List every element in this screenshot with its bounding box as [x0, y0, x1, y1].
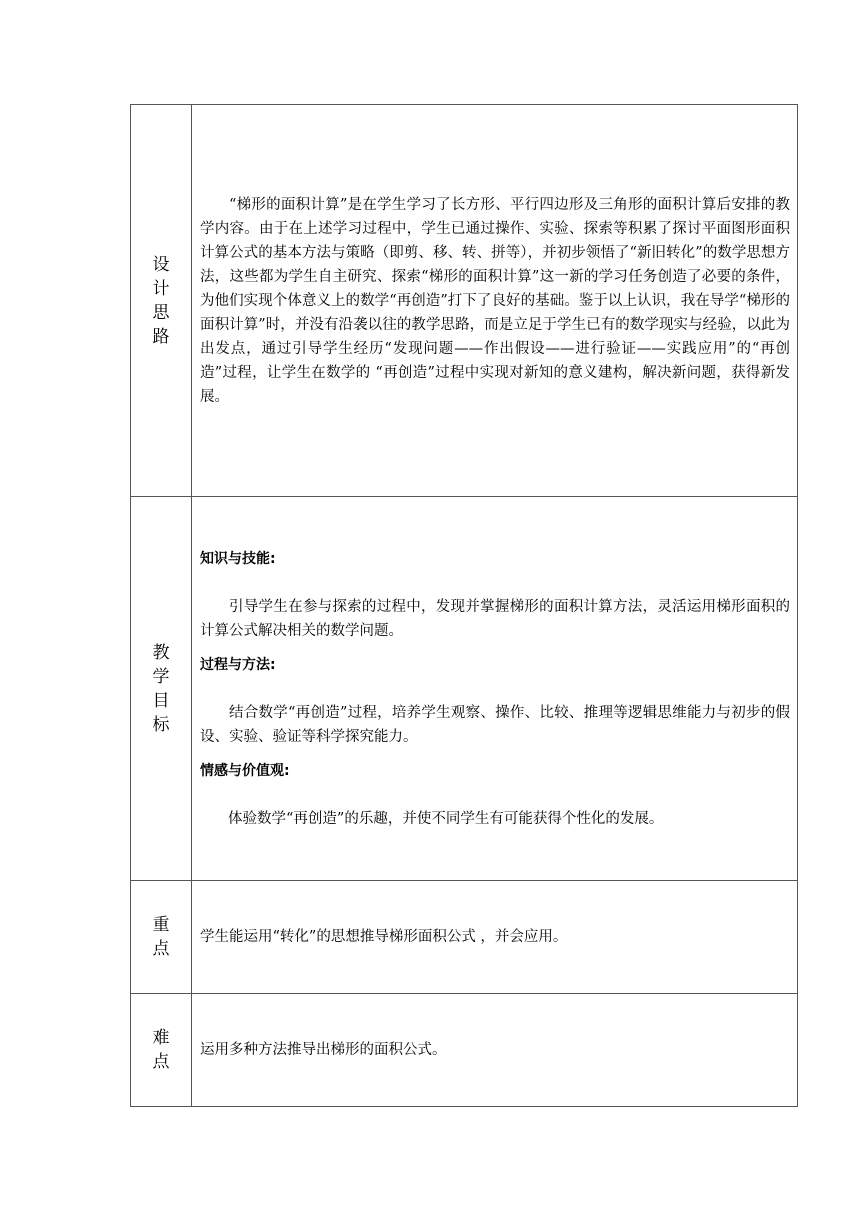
key-point-content-cell — [192, 881, 798, 994]
process-paragraph: 结合数学“再创造”过程，培养学生观察、操作、比较、推理等逻辑思维能力与初步的假设、实验、验证等科学探究能力。 — [200, 704, 790, 745]
difficulty-text: 运用多种方法推导出梯形的面积公式。 — [200, 1042, 447, 1058]
emotion-heading: 情感与价值观: — [200, 762, 290, 779]
design-row — [131, 105, 798, 497]
knowledge-paragraph: 引导学生在参与探索的过程中，发现并掌握梯形的面积计算方法，灵活运用梯形面积的计算公式解决相关的数学问题。 — [200, 598, 790, 639]
knowledge-heading: 知识与技能: — [200, 550, 276, 567]
goals-label: 教学目标 — [152, 642, 170, 735]
goals-label-cell — [131, 497, 192, 881]
design-label: 设计思路 — [152, 254, 170, 347]
design-paragraph: “梯形的面积计算”是在学生学习了长方形、平行四边形及三角形的面积计算后安排的教学内容。由于在上述学习过程中，学生已通过操作、实验、探索等积累了探讨平面图形面积计算公式的基本方法与策略（即剪、移、转、拼等），并初步领悟了“新旧转化”的数学思想方法，这些都为学生自主研究、探索“梯形的面积计算”这一新的学习任务创造了必要的条件，为他们实现个体意义上的数学“再创造”打下了良好的基础。鉴于以上认识，我在导学“梯形的面积计算”时，并没有沿袭以往的教学思路，而是立足于学生已有的数学现实与经验，以此为出发点，通过引导学生经历“发现问题——作出假设——进行验证——实践应用”的“再创造”过程，让学生在数学的 “再创造”过程中实现对新知的意义建构，解决新问题，获得新发展。 — [200, 196, 790, 405]
difficulty-row — [131, 994, 798, 1107]
difficulty-label: 难点 — [152, 1028, 170, 1072]
difficulty-label-cell — [131, 994, 192, 1107]
emotion-paragraph: 体验数学“再创造”的乐趣，并使不同学生有可能获得个性化的发展。 — [228, 810, 664, 827]
key-point-row — [131, 881, 798, 994]
process-heading: 过程与方法: — [200, 656, 276, 673]
design-label-cell — [131, 105, 192, 497]
design-content-cell — [192, 105, 798, 497]
lesson-plan-table — [130, 104, 798, 1107]
goals-content-cell — [192, 497, 798, 881]
goals-row — [131, 497, 798, 881]
key-point-label-cell — [131, 881, 192, 994]
key-point-text: 学生能运用“转化”的思想推导梯形面积公式 ，并会应用。 — [200, 929, 568, 945]
key-point-label: 重点 — [152, 915, 170, 959]
difficulty-content-cell — [192, 994, 798, 1107]
